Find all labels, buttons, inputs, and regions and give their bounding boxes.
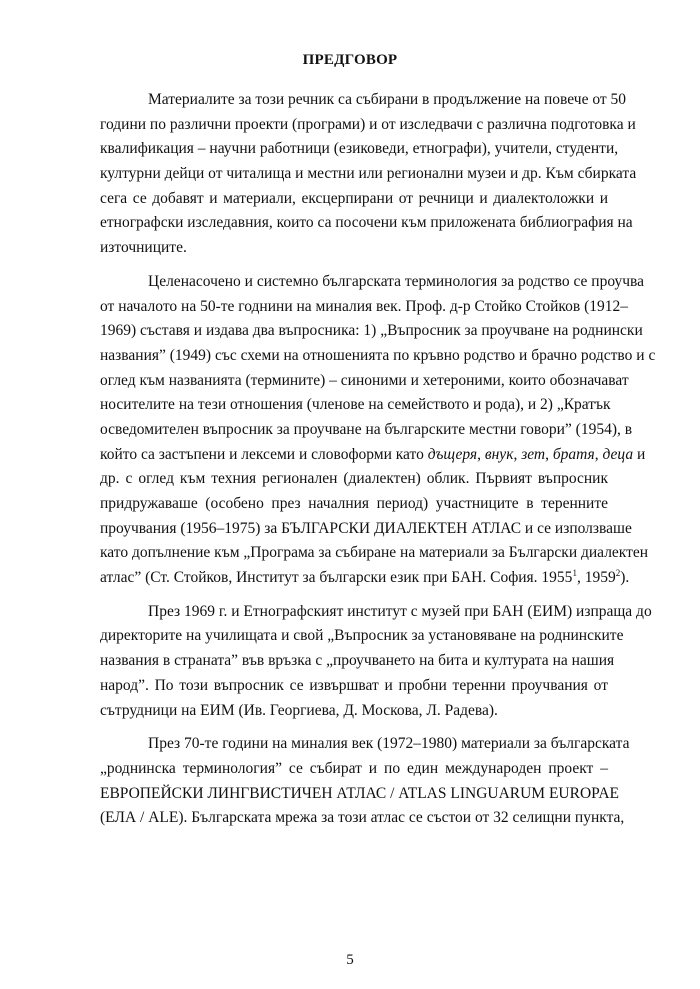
- text-run: който са застъпени и лексеми и словоформи като: [100, 445, 428, 463]
- text-line: като допълнение към „Програма за събиране на материали за Български диалектен: [100, 544, 649, 562]
- text-line: от началото на 50-те годнини на миналия век. Проф. д-р Стойко Стойков (1912–: [100, 297, 628, 315]
- paragraph-3: [100, 600, 652, 723]
- text-line: етнографски изследавния, които са посочени към приложената библиография на: [100, 214, 633, 232]
- text-run: и: [633, 445, 646, 463]
- text-line: носителите на тези отношения (членове на семейството и рода), и 2) „Кратък: [100, 396, 611, 414]
- italic-term: внук: [484, 445, 514, 463]
- text-run: ).: [620, 569, 630, 587]
- page-number: 5: [346, 952, 354, 968]
- text-run: атлас” (Ст. Стойков, Институт за български език при БАН. София. 1955: [100, 569, 573, 587]
- text-line: 1969) съставя и издава два въпросника: 1) „Въпросник за проучване на роднински: [100, 322, 643, 340]
- page-title: ПРЕДГОВОР: [302, 52, 398, 68]
- text-line: оглед към названията (термините) – синоними и хетероними, които обозначават: [100, 371, 629, 389]
- separator: ,: [513, 445, 522, 463]
- text-line: названия в страната” във връзка с „проучването на бита и културата на нашия: [100, 652, 615, 670]
- italic-term: дъщеря: [427, 445, 478, 463]
- text-line: осведомителен въпросник за проучване на българските местни говори” (1954), в: [100, 420, 633, 438]
- document-body: [100, 88, 656, 831]
- text-line: (ЕЛА / ALE). Българската мрежа за този атлас се състои от 32 селищни пункта,: [100, 809, 625, 827]
- separator: ,: [594, 445, 603, 463]
- paragraph-4: [100, 732, 630, 831]
- text-line: придружаваше (особено през началния период) участниците в теренните: [100, 495, 608, 512]
- italic-term: братя: [552, 445, 595, 463]
- text-line: народ”. По този въпросник се извършват и пробни теренни проучвания от: [100, 676, 608, 694]
- text-line: години по различни проекти (програми) и от изследвачи с различна подготовка и: [100, 115, 636, 133]
- text-line: проучвания (1956–1975) за БЪЛГАРСКИ ДИАЛЕКТЕН АТЛАС и се използваше: [100, 519, 632, 537]
- text-line: сътрудници на ЕИМ (Ив. Георгиева, Д. Москова, Л. Радева).: [100, 701, 498, 719]
- text-line: „роднинска терминология” се събират и по един международен проект –: [100, 759, 608, 777]
- paragraph-2: [100, 270, 656, 591]
- text-line: ЕВРОПЕЙСКИ ЛИНГВИСТИЧЕН АТЛАС / ATLAS LINGUARUM EUROPAE: [100, 784, 620, 802]
- italic-term: зет: [521, 445, 546, 463]
- separator: ,: [545, 445, 553, 463]
- paragraph-1: [100, 88, 637, 261]
- text-line: източниците.: [100, 239, 187, 257]
- italic-term: деца: [602, 445, 634, 463]
- text-line: др. с оглед към техния регионален (диалектен) облик. Първият въпросник: [100, 470, 608, 488]
- text-line: През 70-те години на миналия век (1972–1980) материали за българската: [148, 735, 630, 753]
- superscript: 2: [615, 567, 621, 578]
- text-line: културни дейци от читалища и местни или регионални музеи и др. Към сбирката: [100, 165, 637, 183]
- separator: ,: [477, 445, 485, 463]
- text-line: квалификация – научни работници (езиковеди, етнографи), учители, студенти,: [100, 140, 619, 158]
- text-line: названия” (1949) със схеми на отношенията по кръвно родство и брачно родство и с: [100, 346, 656, 364]
- text-line: Материалите за този речник са събирани в продължение на повече от 50: [148, 91, 627, 108]
- text-line: Целенасочено и системно българската терминология за родство се проучва: [148, 272, 645, 290]
- text-line: директорите на училищата и свой „Въпросник за установяване на роднинските: [100, 627, 624, 645]
- text-run: , 1959: [576, 569, 616, 587]
- text-line: [100, 566, 630, 591]
- text-line: През 1969 г. и Етнографският институт с музей при БАН (ЕИМ) изпраща до: [148, 602, 652, 620]
- text-line: сега се добавят и материали, ексцерпирани от речници и диалектоложки и: [100, 189, 608, 207]
- superscript: 1: [572, 567, 577, 578]
- text-line: [100, 443, 646, 468]
